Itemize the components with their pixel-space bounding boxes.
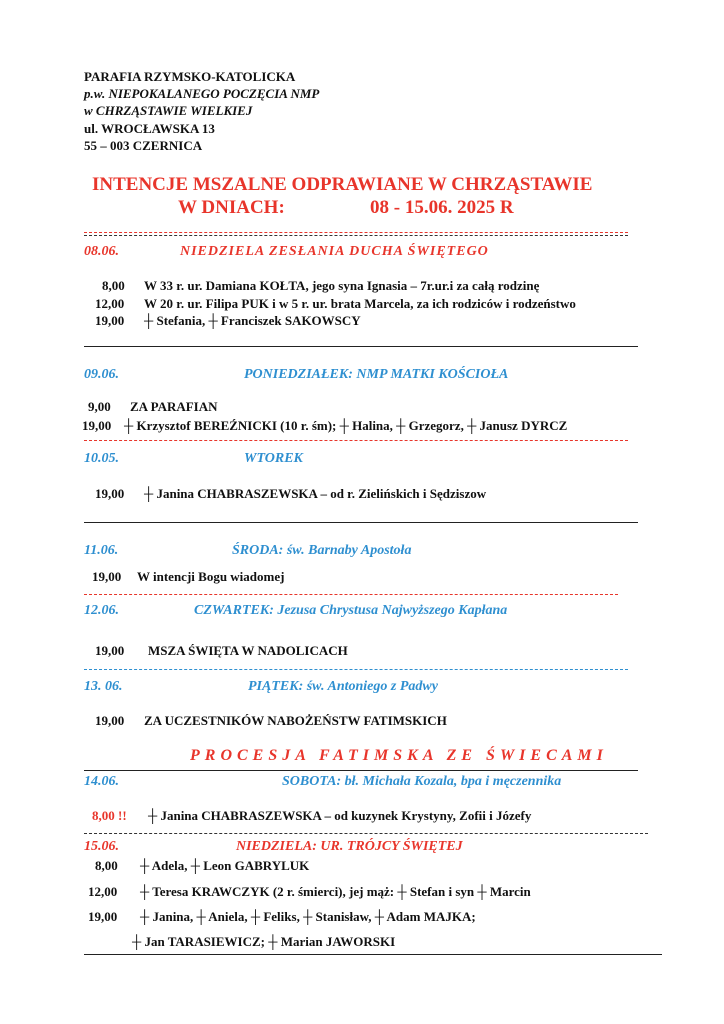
divider (84, 770, 638, 771)
day-name: PONIEDZIAŁEK: NMP MATKI KOŚCIOŁA (244, 367, 509, 382)
title-dates: 08 - 15.06. 2025 R (370, 197, 514, 218)
mass-time: 19,00 (95, 486, 125, 501)
day-name: WTOREK (244, 451, 303, 466)
mass-time: 19,00 (95, 643, 125, 658)
parish-location: w CHRZĄSTAWIE WIELKIEJ (84, 103, 253, 118)
divider (84, 833, 648, 834)
mass-intention: ┼ Jan TARASIEWICZ; ┼ Marian JAWORSKI (132, 934, 396, 949)
mass-time: 9,00 (88, 399, 111, 414)
divider (84, 232, 628, 233)
parish-name: PARAFIA RZYMSKO-KATOLICKA (84, 69, 296, 84)
mass-time: 12,00 (88, 884, 118, 899)
day-date: 12.06. (84, 603, 119, 618)
divider (84, 594, 618, 595)
mass-time: 8,00 (95, 858, 118, 873)
divider (84, 440, 628, 441)
day-date: 10.05. (84, 451, 119, 466)
mass-intention: ┼ Janina CHABRASZEWSKA – od r. Zielińskich i Sędziszow (144, 486, 487, 501)
mass-intention: ZA PARAFIAN (130, 399, 218, 414)
title-days-label: W DNIACH: (178, 197, 285, 218)
mass-time: 12,00 (95, 296, 125, 311)
day-name: SOBOTA: bł. Michała Kozala, bpa i męczennika (282, 774, 562, 789)
day-date: 09.06. (84, 367, 119, 382)
mass-intention: ┼ Teresa KRAWCZYK (2 r. śmierci), jej mąż: ┼ Stefan i syn ┼ Marcin (140, 884, 531, 899)
mass-intention: ┼ Stefania, ┼ Franciszek SAKOWSCY (144, 313, 361, 328)
mass-intention: ┼ Janina CHABRASZEWSKA – od kuzynek Krystyny, Zofii i Józefy (148, 808, 532, 823)
mass-intention: ┼ Krzysztof BEREŹNICKI (10 r. śm); ┼ Halina, ┼ Grzegorz, ┼ Janusz DYRCZ (124, 418, 568, 433)
mass-intention: ┼ Adela, ┼ Leon GABRYLUK (140, 858, 310, 873)
divider (84, 954, 662, 955)
day-name: NIEDZIELA: UR. TRÓJCY ŚWIĘTEJ (236, 839, 463, 854)
parish-street: ul. WROCŁAWSKA 13 (84, 121, 215, 136)
mass-intention: W intencji Bogu wiadomej (137, 569, 285, 584)
divider (84, 235, 628, 236)
day-date: 08.06. (84, 244, 119, 259)
mass-time: 19,00 (95, 713, 125, 728)
mass-time: 19,00 (88, 909, 118, 924)
mass-intention: W 20 r. ur. Filipa PUK i w 5 r. ur. brata Marcela, za ich rodziców i rodzeństwo (144, 296, 576, 311)
day-name: NIEDZIELA ZESŁANIA DUCHA ŚWIĘTEGO (180, 244, 489, 259)
procession-announcement: PROCESJA FATIMSKA ZE ŚWIECAMI (190, 747, 608, 764)
day-date: 15.06. (84, 839, 119, 854)
day-date: 14.06. (84, 774, 119, 789)
day-name: CZWARTEK: Jezusa Chrystusa Najwyższego Kapłana (194, 603, 508, 618)
mass-intention: W 33 r. ur. Damiana KOŁTA, jego syna Ignasia – 7r.ur.i za całą rodzinę (144, 278, 540, 293)
mass-intention: ZA UCZESTNIKÓW NABOŻEŃSTW FATIMSKICH (144, 713, 447, 728)
mass-time: 8,00 (102, 278, 125, 293)
day-name: PIĄTEK: św. Antoniego z Padwy (248, 679, 438, 694)
mass-time: 8,00 !! (92, 808, 127, 823)
mass-time: 19,00 (82, 418, 112, 433)
day-date: 11.06. (84, 543, 119, 558)
mass-time: 19,00 (95, 313, 125, 328)
parish-postal: 55 – 003 CZERNICA (84, 138, 203, 153)
parish-dedication: p.w. NIEPOKALANEGO POCZĘCIA NMP (84, 86, 320, 101)
page-title: INTENCJE MSZALNE ODPRAWIANE W CHRZĄSTAWIE (92, 174, 593, 195)
divider (84, 522, 638, 523)
divider (84, 346, 638, 347)
mass-intention: ┼ Janina, ┼ Aniela, ┼ Feliks, ┼ Stanisław, ┼ Adam MAJKA; (140, 909, 476, 924)
mass-time: 19,00 (92, 569, 122, 584)
divider (84, 669, 628, 670)
day-name: ŚRODA: św. Barnaby Apostoła (232, 543, 412, 558)
mass-intention: MSZA ŚWIĘTA W NADOLICACH (148, 643, 348, 658)
day-date: 13. 06. (84, 679, 123, 694)
